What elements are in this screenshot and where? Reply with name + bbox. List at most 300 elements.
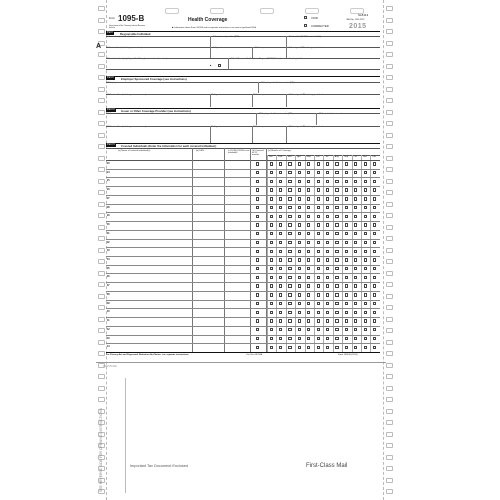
month-checkbox[interactable] bbox=[270, 171, 273, 174]
month-checkbox[interactable] bbox=[373, 180, 376, 183]
month-checkbox[interactable] bbox=[307, 223, 310, 226]
month-checkbox[interactable] bbox=[354, 328, 357, 331]
month-checkbox[interactable] bbox=[345, 311, 348, 314]
month-checkbox[interactable] bbox=[335, 241, 338, 244]
month-checkbox[interactable] bbox=[298, 284, 301, 287]
month-checkbox[interactable] bbox=[364, 302, 367, 305]
month-checkbox[interactable] bbox=[364, 311, 367, 314]
month-checkbox[interactable] bbox=[307, 311, 310, 314]
all-12-months-checkbox[interactable] bbox=[256, 180, 259, 183]
month-checkbox[interactable] bbox=[345, 284, 348, 287]
month-checkbox[interactable] bbox=[279, 223, 282, 226]
month-checkbox[interactable] bbox=[317, 276, 320, 279]
month-checkbox[interactable] bbox=[298, 197, 301, 200]
month-checkbox[interactable] bbox=[335, 250, 338, 253]
month-checkbox[interactable] bbox=[270, 267, 273, 270]
month-checkbox[interactable] bbox=[326, 180, 329, 183]
month-checkbox[interactable] bbox=[345, 241, 348, 244]
month-checkbox[interactable] bbox=[279, 241, 282, 244]
month-checkbox[interactable] bbox=[270, 197, 273, 200]
month-checkbox[interactable] bbox=[317, 328, 320, 331]
all-12-months-checkbox[interactable] bbox=[256, 337, 259, 340]
month-checkbox[interactable] bbox=[373, 171, 376, 174]
month-checkbox[interactable] bbox=[317, 284, 320, 287]
month-checkbox[interactable] bbox=[326, 337, 329, 340]
all-12-months-checkbox[interactable] bbox=[256, 311, 259, 314]
month-checkbox[interactable] bbox=[279, 171, 282, 174]
month-checkbox[interactable] bbox=[326, 232, 329, 235]
month-checkbox[interactable] bbox=[307, 319, 310, 322]
month-checkbox[interactable] bbox=[317, 241, 320, 244]
pin-feed-hole bbox=[386, 156, 393, 161]
month-checkbox[interactable] bbox=[279, 346, 282, 349]
month-checkbox[interactable] bbox=[288, 215, 291, 218]
month-checkbox[interactable] bbox=[373, 311, 376, 314]
month-checkbox[interactable] bbox=[298, 267, 301, 270]
month-checkbox[interactable] bbox=[335, 215, 338, 218]
month-checkbox[interactable] bbox=[364, 215, 367, 218]
month-checkbox[interactable] bbox=[354, 171, 357, 174]
month-checkbox[interactable] bbox=[364, 346, 367, 349]
month-checkbox[interactable] bbox=[279, 258, 282, 261]
all-12-months-checkbox[interactable] bbox=[256, 197, 259, 200]
month-checkbox[interactable] bbox=[307, 284, 310, 287]
month-checkbox[interactable] bbox=[335, 302, 338, 305]
month-checkbox[interactable] bbox=[335, 232, 338, 235]
month-checkbox[interactable] bbox=[364, 197, 367, 200]
month-checkbox[interactable] bbox=[317, 267, 320, 270]
month-checkbox[interactable] bbox=[373, 267, 376, 270]
month-checkbox[interactable] bbox=[270, 293, 273, 296]
month-checkbox[interactable] bbox=[288, 293, 291, 296]
month-checkbox[interactable] bbox=[326, 215, 329, 218]
month-checkbox[interactable] bbox=[335, 206, 338, 209]
month-checkbox[interactable] bbox=[345, 223, 348, 226]
all-12-months-checkbox[interactable] bbox=[256, 206, 259, 209]
month-checkbox[interactable] bbox=[373, 241, 376, 244]
month-checkbox[interactable] bbox=[335, 197, 338, 200]
month-checkbox[interactable] bbox=[326, 171, 329, 174]
all-12-months-checkbox[interactable] bbox=[256, 223, 259, 226]
month-checkbox[interactable] bbox=[345, 346, 348, 349]
month-checkbox[interactable] bbox=[270, 258, 273, 261]
month-checkbox[interactable] bbox=[317, 302, 320, 305]
month-checkbox[interactable] bbox=[345, 206, 348, 209]
month-checkbox[interactable] bbox=[326, 311, 329, 314]
month-checkbox[interactable] bbox=[307, 302, 310, 305]
month-checkbox[interactable] bbox=[298, 346, 301, 349]
month-checkbox[interactable] bbox=[364, 284, 367, 287]
month-checkbox[interactable] bbox=[364, 223, 367, 226]
month-checkbox[interactable] bbox=[354, 206, 357, 209]
month-checkbox[interactable] bbox=[288, 232, 291, 235]
month-checkbox[interactable] bbox=[270, 180, 273, 183]
month-checkbox[interactable] bbox=[335, 276, 338, 279]
month-checkbox[interactable] bbox=[288, 206, 291, 209]
month-checkbox[interactable] bbox=[373, 232, 376, 235]
month-checkbox[interactable] bbox=[317, 180, 320, 183]
month-checkbox[interactable] bbox=[373, 337, 376, 340]
month-checkbox[interactable] bbox=[354, 250, 357, 253]
month-checkbox[interactable] bbox=[335, 258, 338, 261]
month-checkbox[interactable] bbox=[345, 188, 348, 191]
part4-title: Covered Individuals (Enter the information for each covered individual.) bbox=[121, 143, 217, 148]
month-checkbox[interactable] bbox=[354, 188, 357, 191]
corrected-checkbox[interactable] bbox=[304, 24, 307, 27]
month-checkbox[interactable] bbox=[354, 337, 357, 340]
month-checkbox[interactable] bbox=[326, 328, 329, 331]
month-checkbox[interactable] bbox=[307, 180, 310, 183]
form-code: SL8113 bbox=[358, 13, 369, 17]
month-checkbox[interactable] bbox=[345, 328, 348, 331]
month-checkbox[interactable] bbox=[364, 293, 367, 296]
month-checkbox[interactable] bbox=[345, 180, 348, 183]
month-checkbox[interactable] bbox=[373, 284, 376, 287]
table-row bbox=[106, 204, 380, 205]
month-checkbox[interactable] bbox=[288, 180, 291, 183]
month-checkbox[interactable] bbox=[270, 162, 273, 165]
month-checkbox[interactable] bbox=[298, 223, 301, 226]
month-checkbox[interactable] bbox=[373, 328, 376, 331]
month-checkbox[interactable] bbox=[335, 162, 338, 165]
month-checkbox[interactable] bbox=[326, 162, 329, 165]
month-checkbox[interactable] bbox=[354, 267, 357, 270]
all-12-months-checkbox[interactable] bbox=[256, 162, 259, 165]
month-checkbox[interactable] bbox=[335, 180, 338, 183]
month-checkbox[interactable] bbox=[270, 206, 273, 209]
month-checkbox[interactable] bbox=[288, 197, 291, 200]
month-checkbox[interactable] bbox=[279, 337, 282, 340]
month-checkbox[interactable] bbox=[298, 328, 301, 331]
month-checkbox[interactable] bbox=[288, 223, 291, 226]
month-checkbox[interactable] bbox=[345, 171, 348, 174]
month-checkbox[interactable] bbox=[307, 232, 310, 235]
month-checkbox[interactable] bbox=[279, 197, 282, 200]
month-checkbox[interactable] bbox=[288, 267, 291, 270]
month-checkbox[interactable] bbox=[298, 232, 301, 235]
month-checkbox[interactable] bbox=[307, 293, 310, 296]
month-checkbox[interactable] bbox=[373, 162, 376, 165]
month-checkbox[interactable] bbox=[307, 276, 310, 279]
month-checkbox[interactable] bbox=[307, 171, 310, 174]
month-checkbox[interactable] bbox=[335, 337, 338, 340]
month-checkbox[interactable] bbox=[307, 337, 310, 340]
month-checkbox[interactable] bbox=[373, 293, 376, 296]
all-12-months-checkbox[interactable] bbox=[256, 188, 259, 191]
month-checkbox[interactable] bbox=[364, 319, 367, 322]
month-checkbox[interactable] bbox=[288, 328, 291, 331]
month-checkbox[interactable] bbox=[317, 337, 320, 340]
month-checkbox[interactable] bbox=[298, 302, 301, 305]
month-checkbox[interactable] bbox=[373, 206, 376, 209]
month-checkbox[interactable] bbox=[326, 223, 329, 226]
month-checkbox[interactable] bbox=[335, 188, 338, 191]
month-checkbox[interactable] bbox=[364, 188, 367, 191]
month-checkbox[interactable] bbox=[373, 258, 376, 261]
month-checkbox[interactable] bbox=[335, 223, 338, 226]
month-checkbox[interactable] bbox=[354, 258, 357, 261]
month-checkbox[interactable] bbox=[335, 328, 338, 331]
month-checkbox[interactable] bbox=[307, 250, 310, 253]
month-checkbox[interactable] bbox=[354, 293, 357, 296]
month-checkbox[interactable] bbox=[373, 197, 376, 200]
month-checkbox[interactable] bbox=[298, 171, 301, 174]
all-12-months-checkbox[interactable] bbox=[256, 346, 259, 349]
month-checkbox[interactable] bbox=[317, 188, 320, 191]
month-checkbox[interactable] bbox=[307, 197, 310, 200]
month-checkbox[interactable] bbox=[354, 346, 357, 349]
month-checkbox[interactable] bbox=[279, 311, 282, 314]
month-checkbox[interactable] bbox=[345, 337, 348, 340]
pin-feed-hole bbox=[386, 271, 393, 276]
pin-feed-hole bbox=[386, 409, 393, 414]
month-checkbox[interactable] bbox=[364, 337, 367, 340]
month-checkbox[interactable] bbox=[373, 188, 376, 191]
month-checkbox[interactable] bbox=[298, 276, 301, 279]
month-checkbox[interactable] bbox=[317, 162, 320, 165]
month-checkbox[interactable] bbox=[317, 293, 320, 296]
month-checkbox[interactable] bbox=[270, 346, 273, 349]
month-checkbox[interactable] bbox=[298, 319, 301, 322]
month-checkbox[interactable] bbox=[345, 250, 348, 253]
month-checkbox[interactable] bbox=[345, 302, 348, 305]
month-checkbox[interactable] bbox=[345, 197, 348, 200]
month-checkbox[interactable] bbox=[317, 197, 320, 200]
month-checkbox[interactable] bbox=[335, 319, 338, 322]
month-checkbox[interactable] bbox=[307, 346, 310, 349]
all-12-months-checkbox[interactable] bbox=[256, 250, 259, 253]
all-12-months-checkbox[interactable] bbox=[256, 276, 259, 279]
month-checkbox[interactable] bbox=[326, 258, 329, 261]
month-checkbox[interactable] bbox=[279, 267, 282, 270]
month-checkbox[interactable] bbox=[373, 319, 376, 322]
month-checkbox[interactable] bbox=[298, 188, 301, 191]
month-checkbox[interactable] bbox=[317, 223, 320, 226]
all-12-months-checkbox[interactable] bbox=[256, 293, 259, 296]
month-checkbox[interactable] bbox=[335, 346, 338, 349]
month-checkbox[interactable] bbox=[345, 258, 348, 261]
month-checkbox[interactable] bbox=[298, 241, 301, 244]
month-checkbox[interactable] bbox=[345, 293, 348, 296]
month-checkbox[interactable] bbox=[279, 188, 282, 191]
month-checkbox[interactable] bbox=[326, 250, 329, 253]
month-checkbox[interactable] bbox=[270, 215, 273, 218]
month-checkbox[interactable] bbox=[345, 215, 348, 218]
month-checkbox[interactable] bbox=[354, 215, 357, 218]
month-checkbox[interactable] bbox=[270, 319, 273, 322]
month-checkbox[interactable] bbox=[373, 223, 376, 226]
month-checkbox[interactable] bbox=[364, 206, 367, 209]
month-checkbox[interactable] bbox=[354, 197, 357, 200]
month-checkbox[interactable] bbox=[307, 267, 310, 270]
month-checkbox[interactable] bbox=[298, 311, 301, 314]
month-checkbox[interactable] bbox=[354, 223, 357, 226]
month-checkbox[interactable] bbox=[307, 206, 310, 209]
all-12-months-checkbox[interactable] bbox=[256, 267, 259, 270]
month-checkbox[interactable] bbox=[326, 267, 329, 270]
month-checkbox[interactable] bbox=[345, 267, 348, 270]
month-checkbox[interactable] bbox=[364, 276, 367, 279]
all-12-months-checkbox[interactable] bbox=[256, 258, 259, 261]
month-checkbox[interactable] bbox=[317, 171, 320, 174]
month-checkbox[interactable] bbox=[279, 206, 282, 209]
all-12-months-checkbox[interactable] bbox=[256, 284, 259, 287]
month-checkbox[interactable] bbox=[270, 302, 273, 305]
month-checkbox[interactable] bbox=[364, 267, 367, 270]
month-checkbox[interactable] bbox=[270, 250, 273, 253]
month-checkbox[interactable] bbox=[326, 284, 329, 287]
month-checkbox[interactable] bbox=[326, 276, 329, 279]
month-checkbox[interactable] bbox=[326, 319, 329, 322]
all-12-months-checkbox[interactable] bbox=[256, 171, 259, 174]
all-12-months-checkbox[interactable] bbox=[256, 302, 259, 305]
month-checkbox[interactable] bbox=[270, 328, 273, 331]
month-checkbox[interactable] bbox=[298, 337, 301, 340]
month-checkbox[interactable] bbox=[270, 337, 273, 340]
month-checkbox[interactable] bbox=[298, 180, 301, 183]
month-checkbox[interactable] bbox=[373, 250, 376, 253]
month-checkbox[interactable] bbox=[317, 311, 320, 314]
month-checkbox[interactable] bbox=[288, 276, 291, 279]
month-checkbox[interactable] bbox=[373, 215, 376, 218]
month-checkbox[interactable] bbox=[354, 311, 357, 314]
month-checkbox[interactable] bbox=[317, 232, 320, 235]
month-checkbox[interactable] bbox=[298, 206, 301, 209]
all-12-months-checkbox[interactable] bbox=[256, 241, 259, 244]
month-checkbox[interactable] bbox=[279, 293, 282, 296]
month-checkbox[interactable] bbox=[298, 250, 301, 253]
month-checkbox[interactable] bbox=[270, 223, 273, 226]
month-checkbox[interactable] bbox=[335, 311, 338, 314]
month-checkbox[interactable] bbox=[288, 171, 291, 174]
month-checkbox[interactable] bbox=[326, 293, 329, 296]
part2-field-label: 15 Country and ZIP or foreign postal code bbox=[289, 94, 325, 96]
row-number: 26 bbox=[107, 189, 110, 192]
month-checkbox[interactable] bbox=[354, 241, 357, 244]
month-checkbox[interactable] bbox=[364, 232, 367, 235]
month-checkbox[interactable] bbox=[364, 250, 367, 253]
month-checkbox[interactable] bbox=[364, 241, 367, 244]
month-checkbox[interactable] bbox=[298, 215, 301, 218]
month-checkbox[interactable] bbox=[288, 284, 291, 287]
month-checkbox[interactable] bbox=[317, 346, 320, 349]
month-checkbox[interactable] bbox=[345, 162, 348, 165]
month-checkbox[interactable] bbox=[326, 302, 329, 305]
month-checkbox[interactable] bbox=[288, 250, 291, 253]
month-checkbox[interactable] bbox=[317, 319, 320, 322]
month-checkbox[interactable] bbox=[307, 188, 310, 191]
month-checkbox[interactable] bbox=[307, 215, 310, 218]
row-number: 25 bbox=[107, 180, 110, 183]
all-12-months-checkbox[interactable] bbox=[256, 232, 259, 235]
month-checkbox[interactable] bbox=[279, 162, 282, 165]
month-checkbox[interactable] bbox=[354, 319, 357, 322]
month-checkbox[interactable] bbox=[288, 188, 291, 191]
origin-code-box[interactable] bbox=[218, 64, 221, 67]
month-checkbox[interactable] bbox=[298, 258, 301, 261]
month-checkbox[interactable] bbox=[373, 346, 376, 349]
month-checkbox[interactable] bbox=[270, 232, 273, 235]
month-checkbox[interactable] bbox=[288, 162, 291, 165]
month-checkbox[interactable] bbox=[270, 284, 273, 287]
month-checkbox[interactable] bbox=[335, 267, 338, 270]
month-checkbox[interactable] bbox=[288, 346, 291, 349]
month-checkbox[interactable] bbox=[279, 319, 282, 322]
all-12-months-checkbox[interactable] bbox=[256, 328, 259, 331]
month-checkbox[interactable] bbox=[335, 284, 338, 287]
month-checkbox[interactable] bbox=[317, 206, 320, 209]
void-checkbox[interactable] bbox=[304, 16, 307, 19]
pin-feed-hole bbox=[98, 75, 105, 80]
month-checkbox[interactable] bbox=[288, 319, 291, 322]
month-checkbox[interactable] bbox=[364, 162, 367, 165]
month-checkbox[interactable] bbox=[326, 241, 329, 244]
month-checkbox[interactable] bbox=[345, 319, 348, 322]
month-checkbox[interactable] bbox=[326, 206, 329, 209]
month-checkbox[interactable] bbox=[288, 258, 291, 261]
month-checkbox[interactable] bbox=[307, 162, 310, 165]
month-checkbox[interactable] bbox=[279, 284, 282, 287]
month-checkbox[interactable] bbox=[317, 258, 320, 261]
month-checkbox[interactable] bbox=[317, 250, 320, 253]
month-checkbox[interactable] bbox=[354, 284, 357, 287]
month-checkbox[interactable] bbox=[364, 258, 367, 261]
month-checkbox[interactable] bbox=[307, 258, 310, 261]
month-checkbox[interactable] bbox=[345, 232, 348, 235]
month-checkbox[interactable] bbox=[364, 180, 367, 183]
month-checkbox[interactable] bbox=[288, 241, 291, 244]
month-checkbox[interactable] bbox=[288, 337, 291, 340]
month-checkbox[interactable] bbox=[326, 188, 329, 191]
month-checkbox[interactable] bbox=[298, 162, 301, 165]
month-checkbox[interactable] bbox=[307, 328, 310, 331]
month-checkbox[interactable] bbox=[373, 302, 376, 305]
month-checkbox[interactable] bbox=[270, 276, 273, 279]
month-checkbox[interactable] bbox=[270, 311, 273, 314]
month-checkbox[interactable] bbox=[326, 197, 329, 200]
month-checkbox[interactable] bbox=[298, 293, 301, 296]
month-checkbox[interactable] bbox=[288, 311, 291, 314]
month-checkbox[interactable] bbox=[354, 180, 357, 183]
month-checkbox[interactable] bbox=[364, 328, 367, 331]
month-checkbox[interactable] bbox=[335, 293, 338, 296]
month-checkbox[interactable] bbox=[317, 215, 320, 218]
month-checkbox[interactable] bbox=[279, 276, 282, 279]
month-checkbox[interactable] bbox=[288, 302, 291, 305]
month-checkbox[interactable] bbox=[354, 162, 357, 165]
pin-feed-hole bbox=[386, 478, 393, 483]
month-checkbox[interactable] bbox=[326, 346, 329, 349]
all-12-months-checkbox[interactable] bbox=[256, 319, 259, 322]
month-checkbox[interactable] bbox=[354, 276, 357, 279]
month-checkbox[interactable] bbox=[364, 171, 367, 174]
month-checkbox[interactable] bbox=[354, 302, 357, 305]
month-checkbox[interactable] bbox=[307, 241, 310, 244]
all-12-months-checkbox[interactable] bbox=[256, 215, 259, 218]
month-checkbox[interactable] bbox=[279, 250, 282, 253]
month-checkbox[interactable] bbox=[270, 241, 273, 244]
month-checkbox[interactable] bbox=[373, 276, 376, 279]
month-checkbox[interactable] bbox=[354, 232, 357, 235]
month-checkbox[interactable] bbox=[279, 302, 282, 305]
month-checkbox[interactable] bbox=[279, 180, 282, 183]
month-checkbox[interactable] bbox=[279, 232, 282, 235]
month-checkbox[interactable] bbox=[270, 188, 273, 191]
month-checkbox[interactable] bbox=[279, 215, 282, 218]
month-checkbox[interactable] bbox=[345, 276, 348, 279]
month-checkbox[interactable] bbox=[279, 328, 282, 331]
month-checkbox[interactable] bbox=[335, 171, 338, 174]
